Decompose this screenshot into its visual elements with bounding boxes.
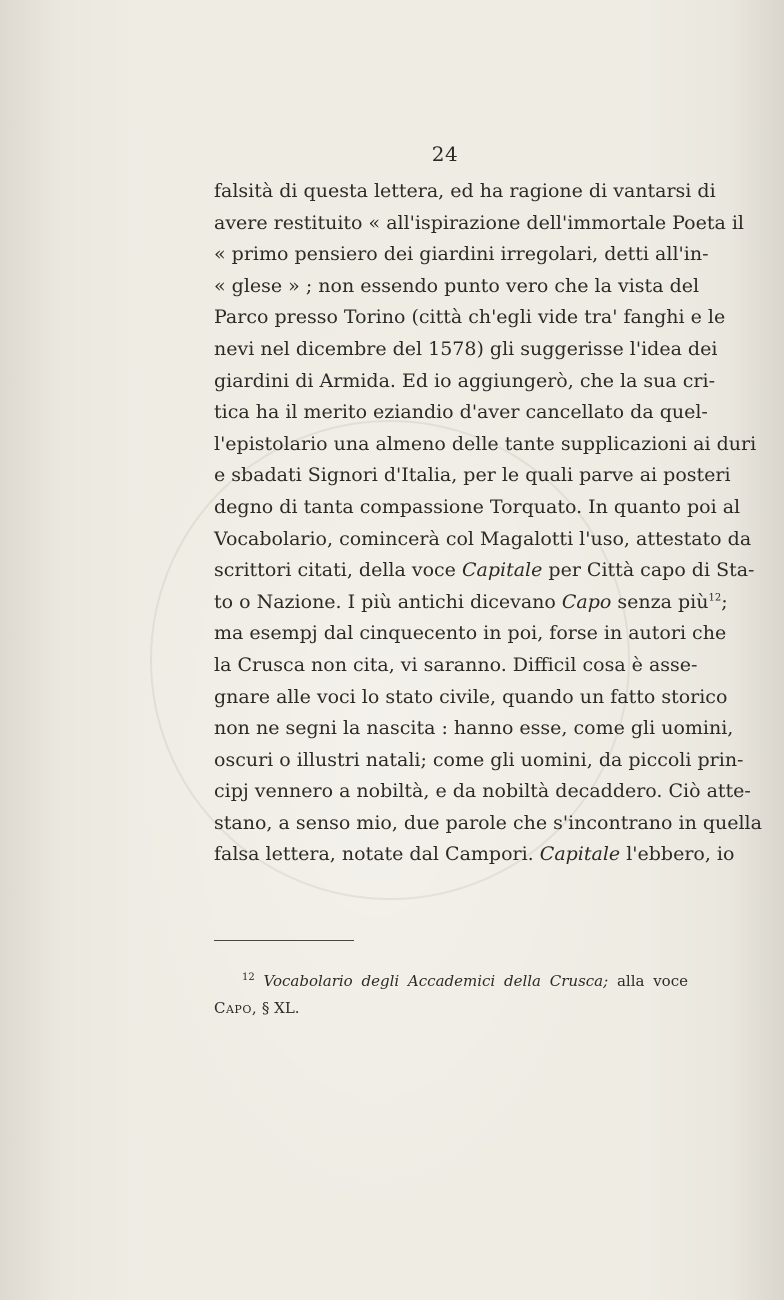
footnote-rule — [214, 940, 354, 941]
text-line: ma esempj dal cinquecento in poi, forse in autori che — [214, 622, 727, 645]
main-text — [214, 176, 762, 871]
text-line: Vocabolario, comincerà col Magalotti l'uso, attestato da — [214, 527, 752, 550]
page-number: 24 — [431, 142, 459, 166]
text-line: cipj vennero a nobiltà, e da nobiltà decaddero. Ciò atte- — [214, 780, 751, 803]
text-line: nevi nel dicembre del 1578) gli suggerisse l'idea dei — [214, 337, 718, 360]
italic-term: Capo — [561, 590, 612, 613]
text-line: oscuri o illustri natali; come gli uomini, da piccoli prin- — [214, 748, 744, 771]
text-segment: scrittori citati, della voce — [214, 559, 456, 582]
text-line — [214, 587, 728, 619]
text-line: l'epistolario una almeno delle tante supplicazioni ai duri — [214, 432, 757, 455]
text-line: « primo pensiero dei giardini irregolari, detti all'in- — [214, 243, 709, 266]
footnote-ref-word: Capo, — [214, 999, 258, 1017]
text-line: degno di tanta compassione Torquato. In quanto poi al — [214, 495, 741, 518]
footnote-ref-section: § XL. — [261, 999, 300, 1017]
footnote-line — [214, 995, 688, 1022]
text-segment: to o Nazione. I più antichi dicevano — [214, 590, 556, 613]
text-line: e sbadati Signori d'Italia, per le quali parve ai posteri — [214, 464, 731, 487]
footnote-title: Vocabolario degli Accademici della Crusca; — [263, 972, 609, 990]
italic-term: Capitale — [539, 843, 621, 866]
text-line: falsità di questa lettera, ed ha ragione di vantarsi di — [214, 180, 716, 202]
text-line: la Crusca non cita, vi saranno. Difficil cosa è asse- — [214, 653, 698, 676]
text-line: « glese » ; non essendo punto vero che la vista del — [214, 274, 700, 297]
text-line: non ne segni la nascita : hanno esse, come gli uomini, — [214, 717, 734, 740]
footnote-text: alla voce — [616, 972, 688, 990]
text-segment: l'ebbero, io — [626, 843, 735, 866]
text-line: giardini di Armida. Ed io aggiungerò, che la sua cri- — [214, 369, 716, 392]
text-segment: falsa lettera, notate dal Campori. — [214, 843, 534, 866]
text-line: gnare alle voci lo stato civile, quando un fatto storico — [214, 685, 728, 708]
text-segment: per Città capo di Sta- — [548, 559, 755, 582]
text-line — [214, 839, 735, 871]
text-line: Parco presso Torino (città ch'egli vide tra' fanghi e le — [214, 306, 726, 329]
text-line — [214, 555, 755, 587]
footnote-marker: 12 — [708, 592, 722, 604]
italic-term: Capitale — [461, 559, 543, 582]
footnote-line — [214, 968, 688, 995]
text-line: stano, a senso mio, due parole che s'incontrano in quella — [214, 811, 762, 834]
text-line: tica ha il merito eziandio d'aver cancellato da quel- — [214, 401, 708, 424]
footnote-number: 12 — [242, 972, 255, 983]
footnote — [214, 968, 688, 1022]
text-segment: ; — [721, 590, 728, 613]
text-segment: senza più — [617, 590, 709, 613]
text-line: avere restituito « all'ispirazione dell'immortale Poeta il — [214, 211, 745, 234]
